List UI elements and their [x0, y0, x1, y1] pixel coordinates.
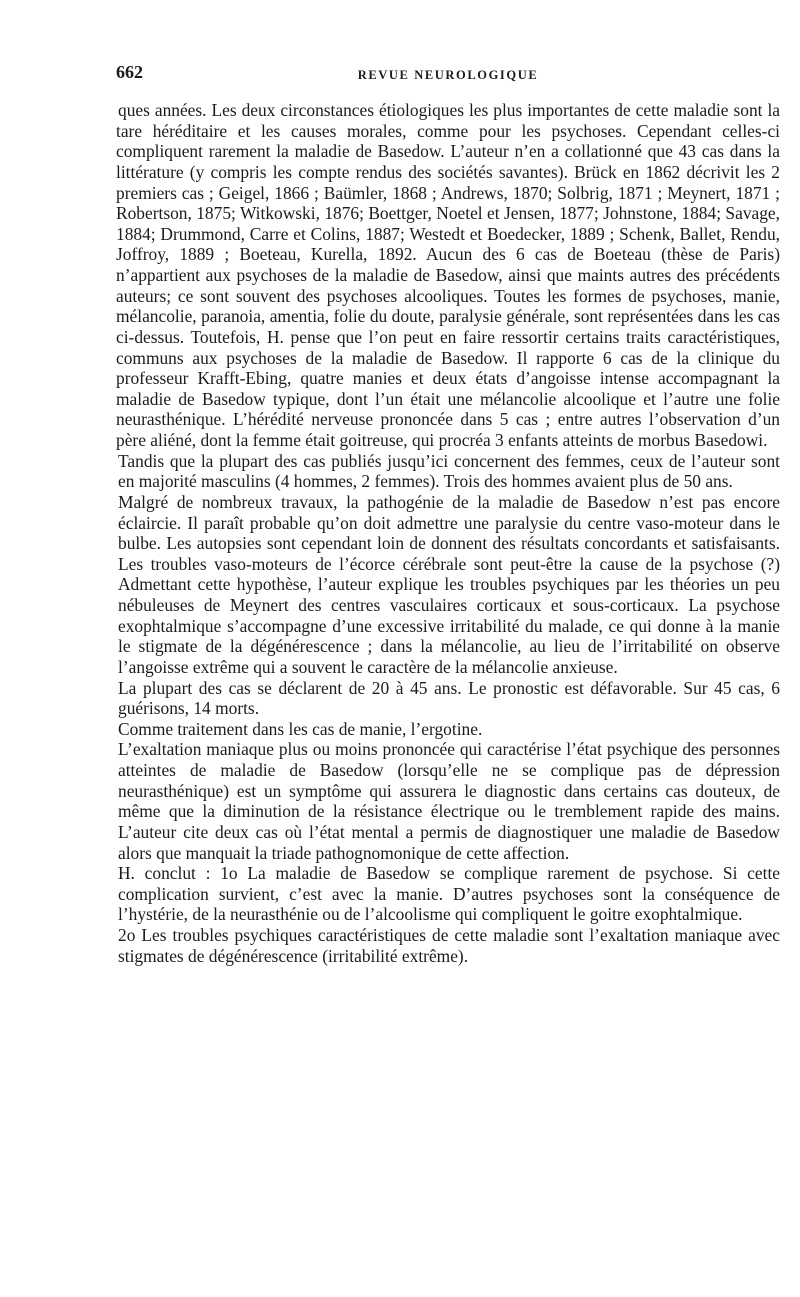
paragraph-6: L’exaltation maniaque plus ou moins prononcée qui caractérise l’état psychique des personnes atteintes de maladie de Basedow (lorsqu’elle ne se complique pas de dépression neurasthénique) est un symptôme qui assurera le diagnostic dans certains cas douteux, de même que la diminution de la résistance électrique ou le tremblement rapide des mains. L’auteur cite deux cas où l’état mental a permis de diagnostiquer une maladie de Basedow alors que manquait la triade pathognomonique de cette affection. [118, 739, 780, 863]
paragraph-3: Malgré de nombreux travaux, la pathogénie de la maladie de Basedow n’est pas encore éclaircie. Il paraît probable qu’on doit admettre une paralysie du centre vaso-moteur dans le bulbe. Les autopsies sont cependant loin de donnent des résultats concordants et satisfaisants. Les troubles vaso-moteurs de l’écorce cérébrale sont peut-être la cause de la psychose (?) Admettant cette hypothèse, l’auteur explique les troubles psychiques par les théories un peu nébuleuses de Meynert des centres vasculaires corticaux et sous-corticaux. La psychose exophtalmique s’accompagne d’une excessive irritabilité du malade, ce qui donne à la manie le stigmate de la dégénérescence ; dans la mélancolie, au lieu de l’irritabilité on observe l’angoisse extrême qui a souvent le caractère de la mélancolie anxieuse. [118, 491, 780, 677]
page-header [116, 60, 780, 90]
article-body [116, 100, 780, 966]
paragraph-4: La plupart des cas se déclarent de 20 à 45 ans. Le pronostic est défavorable. Sur 45 cas, 6 guérisons, 14 morts. [118, 677, 780, 719]
paragraph-1: ques années. Les deux circonstances étiologiques les plus importantes de cette maladie sont la tare héréditaire et les causes morales, comme pour les psychoses. Cependant celles-ci compliquent rarement la maladie de Basedow. L’auteur n’en a collationné que 43 cas dans la littérature (y compris les compte rendus des sociétés savantes). Brück en 1862 décrivit les 2 premiers cas ; Geigel, 1866 ; Baümler, 1868 ; Andrews, 1870; Solbrig, 1871 ; Meynert, 1871 ; Robertson, 1875; Witkowski, 1876; Boettger, Noetel et Jensen, 1877; Johnstone, 1884; Savage, 1884; Drummond, Carre et Colins, 1887; Westedt et Boedecker, 1889 ; Schenk, Ballet, Rendu, Joffroy, 1889 ; Boeteau, Kurella, 1892. Aucun des 6 cas de Boeteau (thèse de Paris) n’appartient aux psychoses de la maladie de Basedow, ainsi que maints autres des précédents auteurs; ce sont souvent des psychoses alcooliques. Toutes les formes de psychoses, manie, mélancolie, paranoia, amentia, folie du doute, paralysie générale, sont représentées dans les cas ci-dessus. Toutefois, H. pense que l’on peut en faire ressortir certains traits caractéristiques, communs aux psychoses de la maladie de Basedow. Il rapporte 6 cas de la clinique du professeur Krafft-Ebing, quatre manies et deux états d’angoisse intense accompagnant la maladie de Basedow typique, dont l’un était une mélancolie alcoolique et l’autre une folie neurasthénique. L’hérédité nerveuse prononcée dans 5 cas ; entre autres l’observation d’un père aliéné, dont la femme était goitreuse, qui procréa 3 enfants atteints de morbus Basedowi. [116, 100, 780, 450]
paragraph-5: Comme traitement dans les cas de manie, l’ergotine. [118, 718, 483, 739]
paragraph-2: Tandis que la plupart des cas publiés jusqu’ici concernent des femmes, ceux de l’auteur sont en majorité masculins (4 hommes, 2 femmes). Trois des hommes avaient plus de 50 ans. [118, 450, 780, 492]
paragraph-8: 2o Les troubles psychiques caractéristiques de cette maladie sont l’exaltation maniaque avec stigmates de dégénérescence (irritabilité extrême). [118, 925, 780, 966]
running-title: REVUE NEUROLOGIQUE [357, 68, 539, 82]
page-number: 662 [116, 62, 143, 82]
paragraph-7: H. conclut : 1o La maladie de Basedow se complique rarement de psychose. Si cette complication survient, c’est avec la manie. D’autres psychoses sont la conséquence de l’hystérie, de la neurasthénie ou de l’alcoolisme qui compliquent le goitre exophtalmique. [118, 863, 780, 925]
